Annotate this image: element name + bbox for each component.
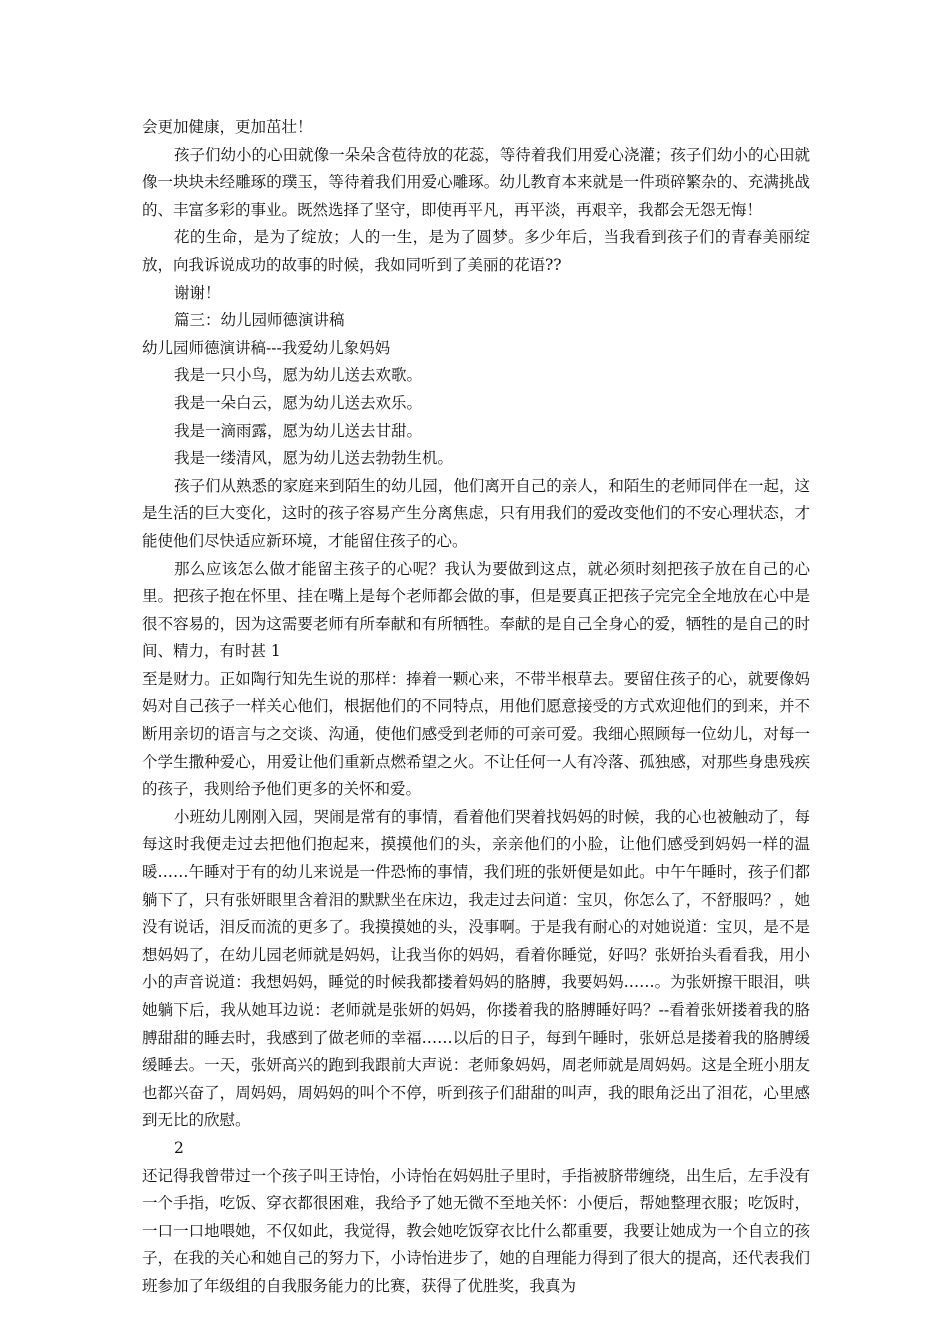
paragraph: 孩子们从熟悉的家庭来到陌生的幼儿园，他们离开自己的亲人，和陌生的老师同伴在一起，这是生活的巨大变化，这时的孩子容易产生分离焦虑，只有用我们的爱改变他们的不安心理状态，才能使他们尽快适应新环境，才能留住孩子的心。 [142, 476, 810, 550]
paragraph: 我是一只小鸟，愿为幼儿送去欢歌。 [174, 366, 423, 385]
paragraph: 那么应该怎么做才能留主孩子的心呢？我认为要做到这点，就必须时刻把孩子放在自己的心里。把孩子抱在怀里、挂在嘴上是每个老师都会做的事，但是要真正把孩子完完全全地放在心中是很不容易的，因为这需要老师有所奉献和有所牺牲。奉献的是自己全身心的爱，牺牲的是自己的时间、精力，有时甚 1 [142, 559, 810, 661]
paragraph: 还记得我曾带过一个孩子叫王诗怡，小诗怡在妈妈肚子里时，手指被脐带缠绕，出生后，左手没有一个手指，吃饭、穿衣都很困难，我给予了她无微不至地关怀：小便后，帮她整理衣服；吃饭时，一口一口地喂她，不仅如此，我觉得，教会她吃饭穿衣比什么都重要，我要让她成为一个自立的孩子，在我的关心和她自己的努力下，小诗怡进步了，她的自理能力得到了很大的提高，还代表我们班参加了年级组的自我服务能力的比赛，获得了优胜奖，我真为 [142, 1166, 810, 1295]
speech-title: 幼儿园师德演讲稿---我爱幼儿象妈妈 [142, 338, 391, 357]
paragraph: 花的生命，是为了绽放；人的一生，是为了圆梦。多少年后，当我看到孩子们的青春美丽绽放，向我诉说成功的故事的时候，我如同听到了美丽的花语?? [142, 228, 810, 274]
text-column [142, 0, 810, 1301]
page-number: 2 [174, 1138, 184, 1157]
paragraph: 谢谢！ [174, 283, 221, 302]
paragraph: 小班幼儿刚刚入园，哭闹是常有的事情，看着他们哭着找妈妈的时候，我的心也被触动了，每每这时我便走过去把他们抱起来，摸摸他们的头，亲亲他们的小脸，让他们感受到妈妈一样的温暖……午睡对于有的幼儿来说是一件恐怖的事情，我们班的张妍便是如此。中午午睡时，孩子们都躺下了，只有张妍眼里含着泪的默默坐在床边，我走过去问道：宝贝，你怎么了，不舒服吗？，她没有说话，泪反而流的更多了。我摸摸她的头，没事啊。于是我有耐心的对她说道：宝贝，是不是想妈妈了，在幼儿园老师就是妈妈，让我当你的妈妈，看着你睡觉，好吗？张妍抬头看看我，用小小的声音说道：我想妈妈，睡觉的时候我都搂着妈妈的胳膊，我要妈妈……。为张妍擦干眼泪，哄她躺下后，我从她耳边说：老师就是张妍的妈妈，你搂着我的胳膊睡好吗？--看着张妍搂着我的胳膊甜甜的睡去时，我感到了做老师的幸福……以后的日子，每到午睡时，张妍总是搂着我的胳膊缓缓睡去。一天，张妍高兴的跑到我跟前大声说：老师象妈妈，周老师就是周妈妈。这是全班小朋友也都兴奋了，周妈妈，周妈妈的叫个不停，听到孩子们甜甜的叫声，我的眼角泛出了泪花，心里感到无比的欣慰。 [142, 807, 810, 1130]
paragraph: 至是财力。正如陶行知先生说的那样：捧着一颗心来，不带半根草去。要留住孩子的心，就要像妈妈对自己孩子一样关心他们，根据他们的不同特点，用他们愿意接受的方式欢迎他们的到来，并不断用亲切的语言与之交谈、沟通，使他们感受到老师的可亲可爱。我细心照顾每一位幼儿，对每一个学生撒种爱心，用爱让他们重新点燃希望之火。不让任何一人有冷落、孤独感，对那些身患残疾的孩子，我则给予他们更多的关怀和爱。 [142, 669, 810, 799]
paragraph: 我是一缕清风，愿为幼儿送去勃勃生机。 [174, 449, 454, 468]
paragraph: 孩子们幼小的心田就像一朵朵含苞待放的花蕊，等待着我们用爱心浇灌；孩子们幼小的心田就像一块块未经雕琢的璞玉，等待着我们用爱心雕琢。幼儿教育本来就是一件琐碎繁杂的、充满挑战的、丰富多彩的事业。既然选择了坚守，即使再平凡，再平淡，再艰辛，我都会无怨无悔！ [142, 145, 810, 219]
section-heading: 篇三：幼儿园师德演讲稿 [174, 311, 345, 330]
paragraph: 我是一滴雨露，愿为幼儿送去甘甜。 [174, 421, 423, 440]
paragraph: 我是一朵白云，愿为幼儿送去欢乐。 [174, 393, 423, 412]
paragraph: 会更加健康，更加茁壮！ [142, 118, 313, 136]
